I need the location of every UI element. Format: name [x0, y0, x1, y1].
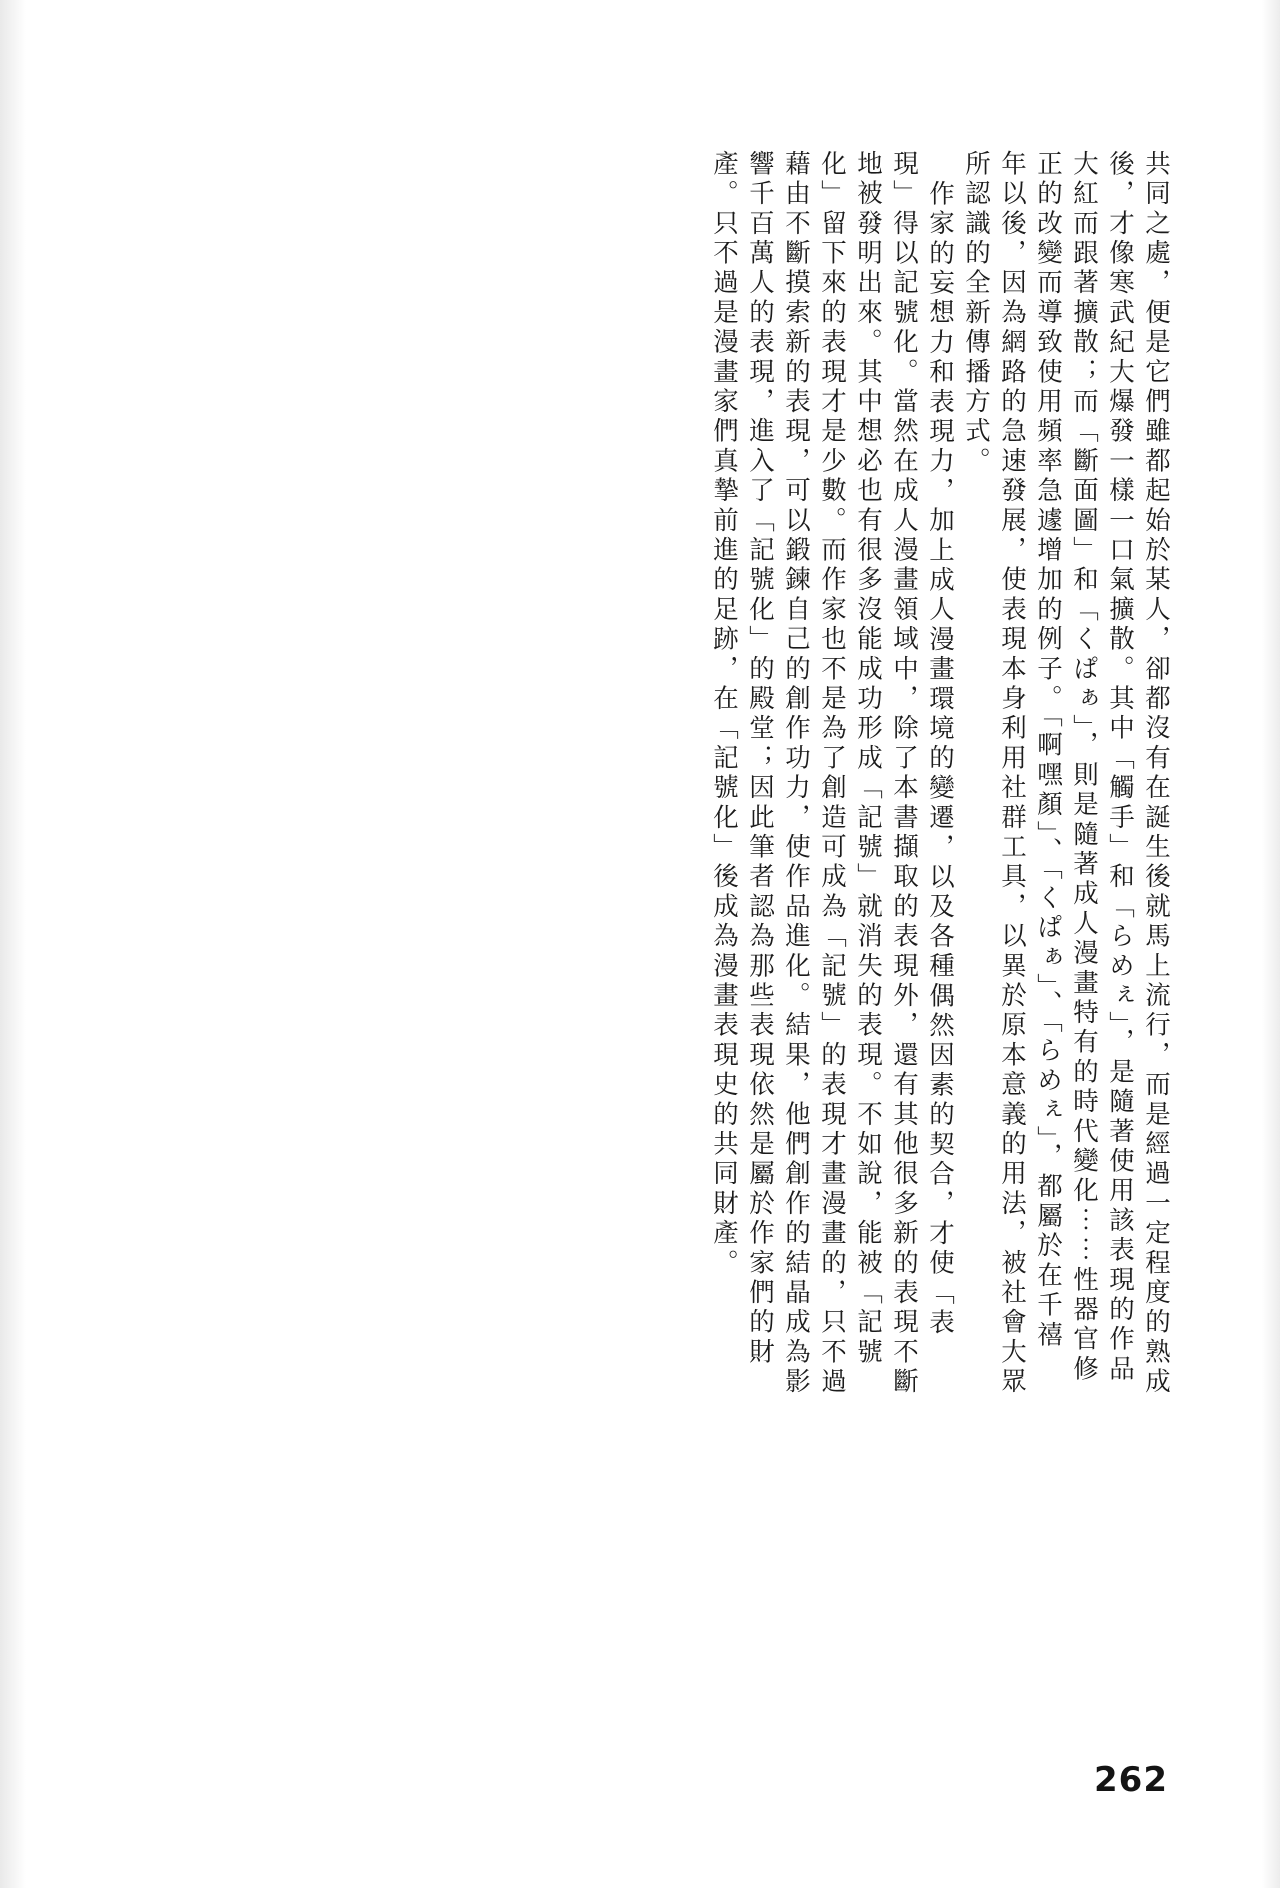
text-column: 年以後，因為網路的急速發展，使表現本身利用社群工具，以異於原本意義的用法，被社會大眾: [997, 150, 1027, 1398]
page-number: 262: [1094, 1760, 1168, 1800]
text-column: 正的改變而導致使用頻率急遽增加的例子。「啊嘿顏」、「くぱぁ」、「らめぇ」，都屬於在千禧: [1033, 150, 1063, 1351]
text-column: 作家的妄想力和表現力，加上成人漫畫環境的變遷，以及各種偶然因素的契合，才使「表: [925, 180, 955, 1339]
text-column: 藉由不斷摸索新的表現，可以鍛鍊自己的創作功力，使作品進化。結果，他們創作的結晶成為影: [781, 150, 811, 1398]
text-column: 化」留下來的表現才是少數。而作家也不是為了創造可成為「記號」的表現才畫漫畫的，只不過: [817, 150, 847, 1398]
vertical-text-body: [308, 150, 1171, 1460]
text-column: 響千百萬人的表現，進入了「記號化」的殿堂；因此筆者認為那些表現依然是屬於作家們的財: [745, 150, 775, 1368]
text-column: 後，才像寒武紀大爆發一樣一口氣擴散。其中「觸手」和「らめぇ」，是隨著使用該表現的作品: [1105, 150, 1135, 1385]
text-column: 大紅而跟著擴散；而「斷面圖」和「くぱぁ」，則是隨著成人漫畫特有的時代變化⋯⋯性器官修: [1069, 150, 1099, 1385]
text-column: 共同之處，便是它們雖都起始於某人，卻都沒有在誕生後就馬上流行，而是經過一定程度的熟成: [1141, 150, 1171, 1398]
text-column: 所認識的全新傳播方式。: [961, 150, 991, 477]
text-column: 產。只不過是漫畫家們真摯前進的足跡，在「記號化」後成為漫畫表現史的共同財產。: [709, 150, 739, 1279]
text-column: 地被發明出來。其中想必也有很多沒能成功形成「記號」就消失的表現。不如說，能被「記號: [853, 150, 883, 1368]
text-column: 現」得以記號化。當然在成人漫畫領域中，除了本書擷取的表現外，還有其他很多新的表現不斷: [889, 150, 919, 1398]
